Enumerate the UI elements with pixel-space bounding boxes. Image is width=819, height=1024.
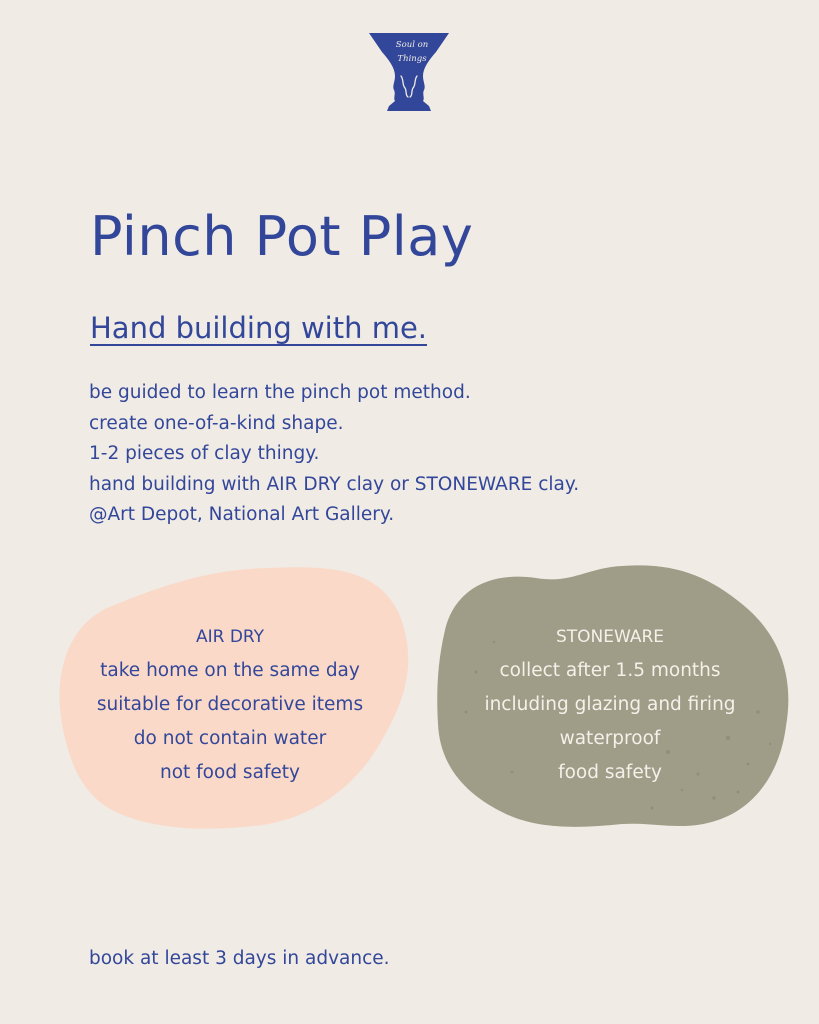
air-dry-line: do not contain water (133, 728, 327, 749)
vase-faces-logo-icon (366, 30, 452, 112)
stoneware-line: waterproof (559, 728, 661, 749)
details-list (89, 378, 579, 531)
air-dry-card (60, 620, 400, 790)
stoneware-card (440, 620, 780, 790)
air-dry-title: AIR DRY (195, 627, 265, 647)
air-dry-line: take home on the same day (100, 660, 360, 681)
detail-line: hand building with AIR DRY clay or STONEWARE clay. (89, 473, 580, 495)
page-title: Pinch Pot Play (90, 205, 474, 268)
stoneware-title: STONEWARE (555, 627, 665, 647)
detail-line: be guided to learn the pinch pot method. (89, 382, 471, 403)
air-dry-line: suitable for decorative items (96, 694, 364, 715)
detail-line: 1-2 pieces of clay thingy. (89, 443, 320, 464)
air-dry-line: not food safety (159, 762, 301, 783)
booking-note: book at least 3 days in advance. (89, 948, 390, 969)
detail-line: create one-of-a-kind shape. (89, 412, 344, 434)
svg-text:Things: Things (397, 54, 427, 64)
stoneware-line: collect after 1.5 months (499, 660, 721, 681)
stoneware-line: including glazing and firing (484, 694, 736, 715)
svg-text:Soul on: Soul on (395, 40, 429, 50)
stoneware-line: food safety (558, 762, 662, 783)
detail-line: @Art Depot, National Art Gallery. (89, 504, 395, 525)
page-subtitle: Hand building with me. (90, 311, 428, 345)
